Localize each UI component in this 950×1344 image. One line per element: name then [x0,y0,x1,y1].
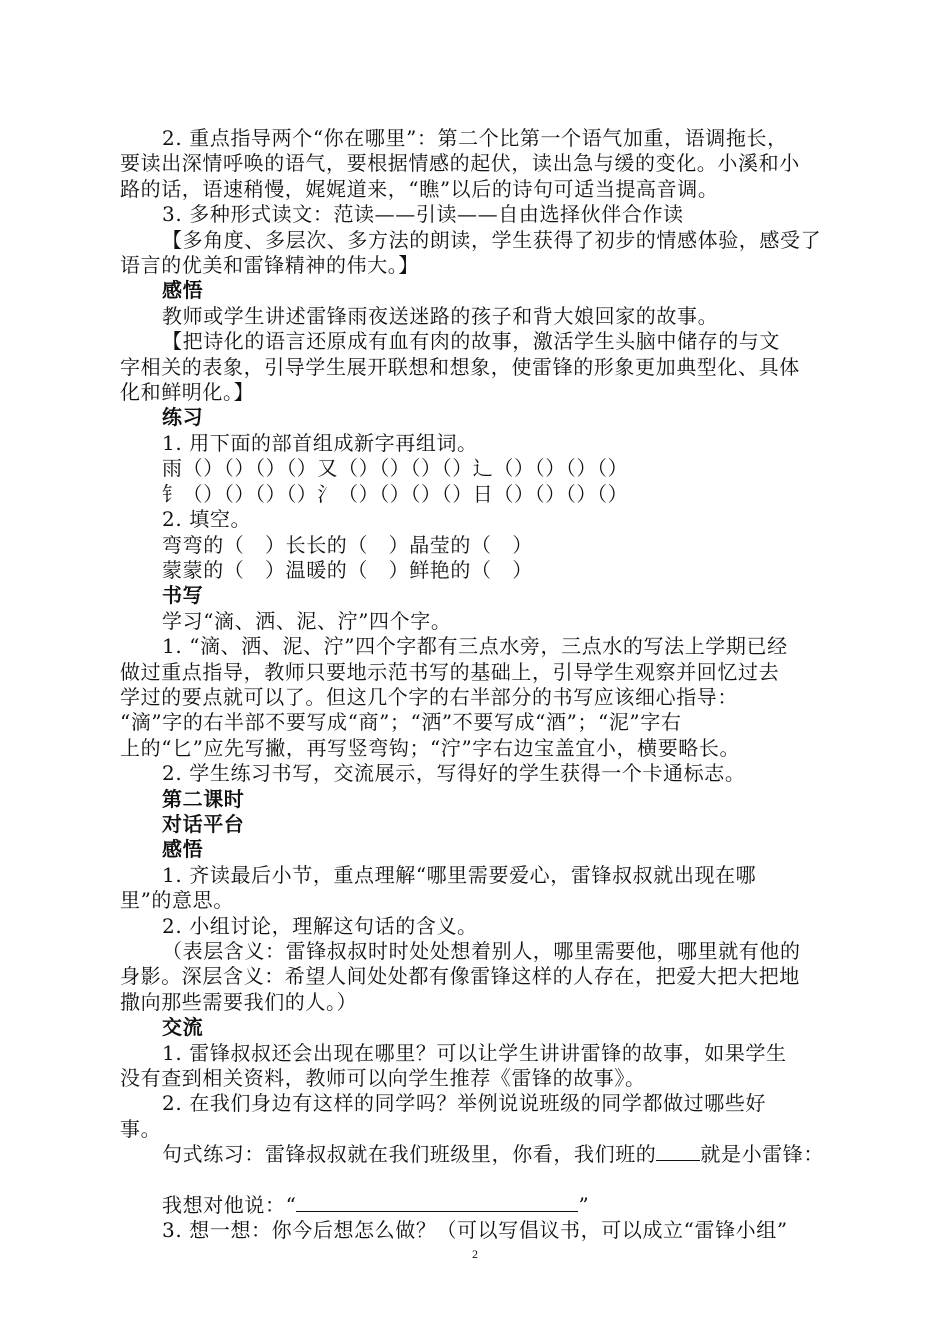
paragraph-line: 3. 多种形式读文：范读——引读——自由选择伙伴合作读 [162,202,684,227]
paragraph-line: “滴”字的右半部不要写成“商”；“洒”不要写成“酒”；“泥”字右 [120,710,682,735]
say-to-him-text: 我想对他说：“ [162,1193,297,1218]
paragraph-line: 化和鲜明化。】 [120,380,255,405]
paragraph-line: 身影。深层含义：希望人间处处都有像雷锋这样的人存在，把爱大把大把地 [120,964,800,989]
paragraph-line: 1. 齐读最后小节，重点理解“哪里需要爱心，雷锋叔叔就出现在哪 [162,862,757,887]
section-heading: 对话平台 [162,811,245,836]
paragraph-line: 1. 雷锋叔叔还会出现在哪里？可以让学生讲讲雷锋的故事，如果学生 [162,1040,787,1065]
sentence-practice-line [120,1142,850,1167]
paragraph-line: 事。 [120,1116,162,1141]
sentence-practice-end: 就是小雷锋： [700,1142,825,1167]
radical-exercise-line: 钅（）（）（）（）氵（）（）（）（）日（）（）（）（） [162,481,629,506]
fill-blank-line: 弯弯的（ ）长长的（ ）晶莹的（ ） [162,532,533,557]
paragraph-line: 【多角度、多层次、多方法的朗读，学生获得了初步的情感体验，感受了 [162,227,822,252]
paragraph-line: 2. 小组讨论，理解这句话的含义。 [162,913,478,938]
paragraph-line: 上的“匕”应先写撇，再写竖弯钩；“泞”字右边宝盖宜小，横要略长。 [120,735,741,760]
paragraph-line: 【把诗化的语言还原成有血有肉的故事，激活学生头脑中储存的与文 [162,329,780,354]
paragraph-line: 路的话，语速稍慢，娓娓道来，“瞧”以后的诗句可适当提高音调。 [120,176,719,201]
paragraph-line: 要读出深情呼唤的语气，要根据情感的起伏，读出急与缓的变化。小溪和小 [120,151,800,176]
paragraph-line: 教师或学生讲述雷锋雨夜送迷路的孩子和背大娘回家的故事。 [162,303,719,328]
paragraph-line: 做过重点指导，教师只要地示范书写的基础上，引导学生观察并回忆过去 [120,659,780,684]
paragraph-line: 2. 重点指导两个“你在哪里”：第二个比第一个语气加重，语调拖长， [162,126,788,150]
lesson-heading: 第二课时 [162,786,245,811]
say-to-him-line [120,1193,850,1218]
section-heading: 练习 [162,405,204,430]
page-number: 2 [472,1247,478,1261]
paragraph-line: 撒向那些需要我们的人。） [120,989,358,1014]
paragraph-line: 里”的意思。 [120,888,234,913]
section-heading: 交流 [162,1015,204,1040]
paragraph-line: 1. 用下面的部首组成新字再组词。 [162,430,478,455]
paragraph-line: 语言的优美和雷锋精神的伟大。】 [120,253,419,278]
paragraph-line: 没有查到相关资料，教师可以向学生推荐《雷锋的故事》。 [120,1066,646,1091]
paragraph-line: 3. 想一想：你今后想怎么做？（可以写倡议书，可以成立“雷锋小组” [162,1218,788,1243]
paragraph-line: 2. 学生练习书写，交流展示，写得好的学生获得一个卡通标志。 [162,761,746,786]
section-heading: 书写 [162,583,204,608]
section-heading: 感悟 [162,837,204,862]
closing-quote: ” [578,1193,590,1218]
fill-blank-underline [656,1142,700,1161]
sentence-practice-text: 句式练习：雷锋叔叔就在我们班级里，你看，我们班的 [162,1142,657,1167]
fill-blank-line: 蒙蒙的（ ）温暖的（ ）鲜艳的（ ） [162,557,533,582]
paragraph-line: 学过的要点就可以了。但这几个字的右半部分的书写应该细心指导： [120,684,738,709]
paragraph-line: 字相关的表象，引导学生展开联想和想象，使雷锋的形象更加典型化、具体 [120,354,800,379]
paragraph-line: 1. “滴、洒、泥、泞”四个字都有三点水旁，三点水的写法上学期已经 [162,634,788,659]
spacer [120,1168,850,1193]
paragraph-line: 2. 在我们身边有这样的同学吗？举例说说班级的同学都做过哪些好 [162,1091,767,1116]
paragraph-line: 2. 填空。 [162,507,252,532]
radical-exercise-line: 雨（）（）（）（）又（）（）（）（）辶（）（）（）（） [162,456,629,481]
paragraph-line: （表层含义：雷锋叔叔时时处处想着别人，哪里需要他，哪里就有他的 [162,939,801,963]
fill-blank-underline [296,1193,578,1212]
document-body [120,126,850,1244]
section-heading: 感悟 [162,278,204,303]
paragraph-line: 学习“滴、洒、泥、泞”四个字。 [162,608,452,633]
